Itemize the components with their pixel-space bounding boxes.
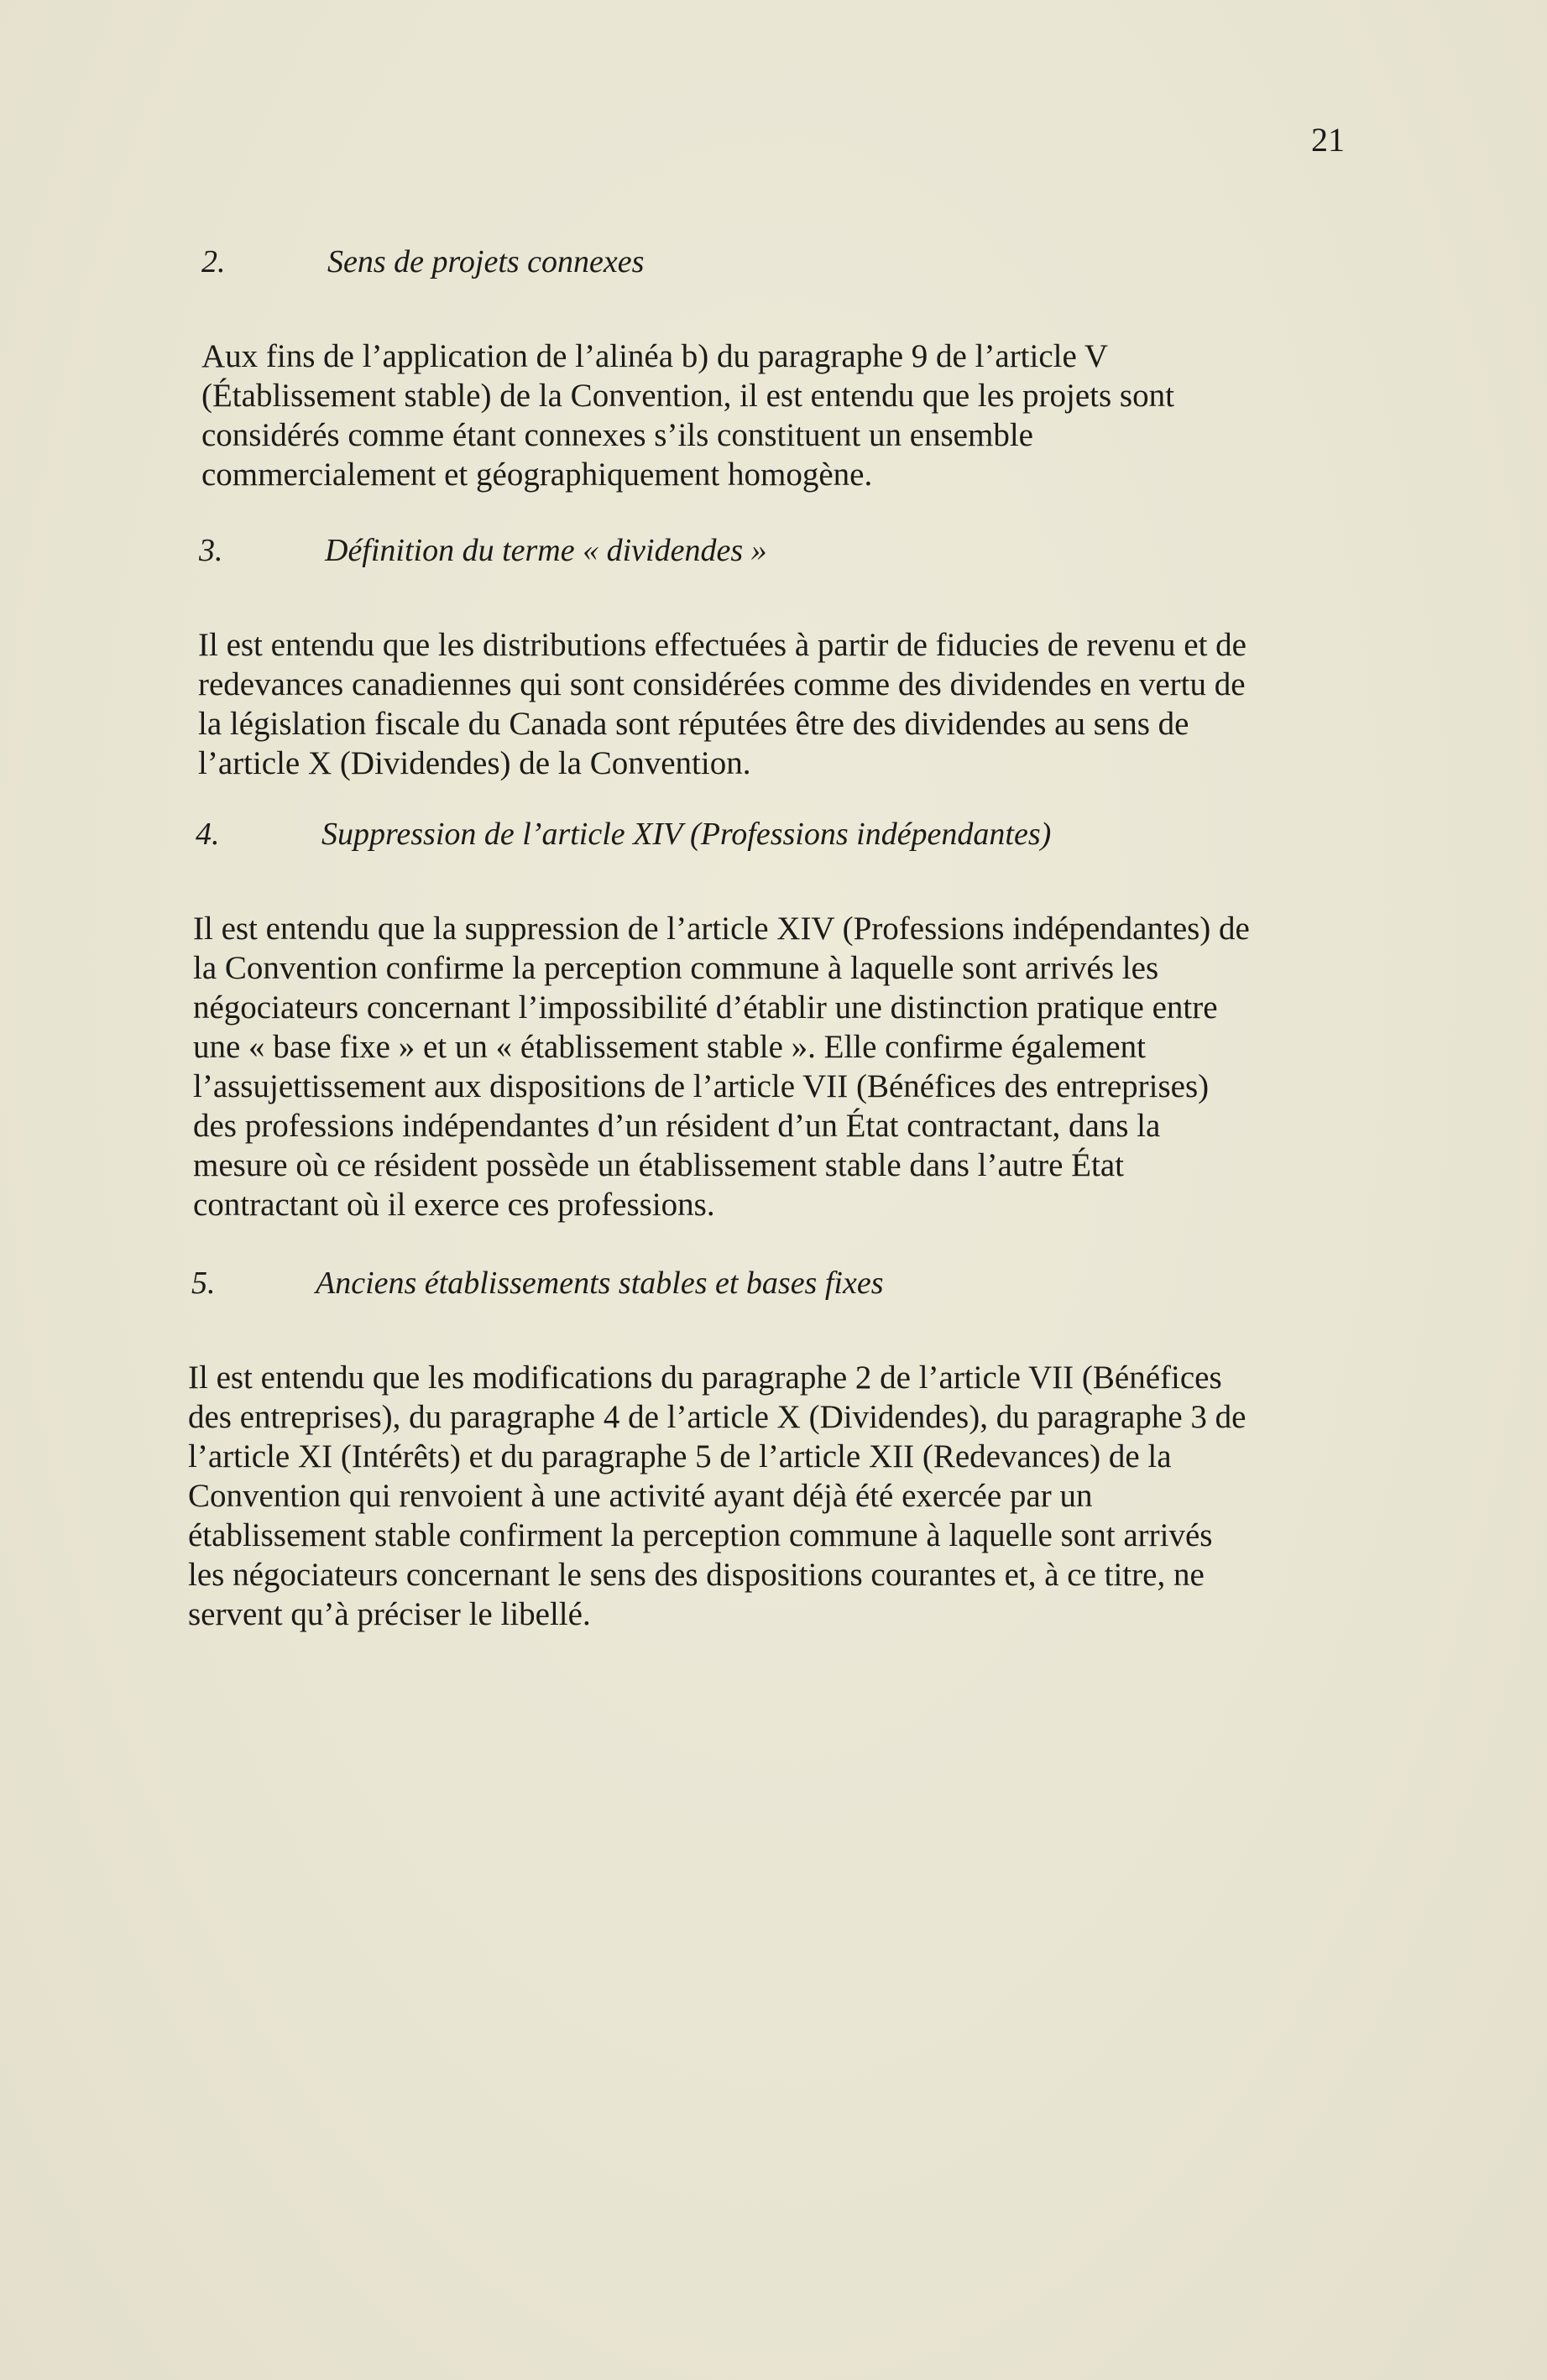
section-paragraph: [201, 337, 1360, 494]
paragraph-line: une « base fixe » et un « établissement stable ». Elle confirme également: [193, 1029, 1146, 1065]
paragraph-line: considérés comme étant connexes s’ils constituent un ensemble: [201, 417, 1033, 453]
paragraph-line: des entreprises), du paragraphe 4 de l’article X (Dividendes), du paragraphe 3 de: [188, 1399, 1246, 1435]
section-heading: [199, 528, 1547, 573]
paragraph-line: l’article X (Dividendes) de la Convention.: [198, 745, 751, 781]
paragraph-line: servent qu’à préciser le libellé.: [188, 1596, 591, 1632]
section-heading: [201, 239, 1547, 284]
paragraph-line: l’assujettissement aux dispositions de l’article VII (Bénéfices des entreprises): [193, 1068, 1210, 1104]
paragraph-line: Il est entendu que la suppression de l’article XIV (Professions indépendantes) de: [193, 911, 1250, 947]
paragraph-line: les négociateurs concernant le sens des dispositions courantes et, à ce titre, ne: [188, 1557, 1205, 1593]
paragraph-line: mesure où ce résident possède un établissement stable dans l’autre État: [193, 1147, 1124, 1183]
paragraph-line: établissement stable confirment la perception commune à laquelle sont arrivés: [188, 1517, 1213, 1553]
paragraph-line: redevances canadiennes qui sont considérées comme des dividendes en vertu de: [198, 666, 1246, 702]
section-paragraph: [193, 909, 1351, 1224]
page-number: 21: [1311, 121, 1345, 159]
section-paragraph: [198, 625, 1356, 783]
paragraph-line: l’article XI (Intérêts) et du paragraphe 5 de l’article XII (Redevances) de la: [188, 1438, 1172, 1474]
section-3: [0, 528, 1547, 783]
paragraph-line: (Établissement stable) de la Convention, il est entendu que les projets sont: [201, 378, 1174, 414]
paragraph-line: des professions indépendantes d’un résident d’un État contractant, dans la: [193, 1108, 1161, 1144]
section-title: Anciens établissements stables et bases fixes: [316, 1266, 884, 1301]
paragraph-line: la législation fiscale du Canada sont réputées être des dividendes au sens de: [198, 706, 1189, 742]
section-heading: [191, 1260, 1547, 1306]
paragraph-line: Il est entendu que les modifications du paragraphe 2 de l’article VII (Bénéfices: [188, 1360, 1222, 1396]
section-title: Sens de projets connexes: [327, 244, 645, 279]
section-number: 5.: [191, 1266, 216, 1301]
paragraph-line: Il est entendu que les distributions effectuées à partir de fiducies de revenu et de: [198, 627, 1246, 663]
paragraph-line: contractant où il exerce ces professions.: [193, 1187, 715, 1223]
paragraph-line: Aux fins de l’application de l’alinéa b) du paragraphe 9 de l’article V: [201, 338, 1109, 374]
section-number: 4.: [196, 817, 220, 852]
section-number: 2.: [201, 244, 226, 279]
paragraph-line: la Convention confirme la perception commune à laquelle sont arrivés les: [193, 950, 1159, 986]
paragraph-line: négociateurs concernant l’impossibilité d’établir une distinction pratique entre: [193, 989, 1218, 1026]
section-heading: [196, 812, 1547, 857]
section-4: [0, 812, 1547, 1224]
section-2: [0, 239, 1547, 494]
section-paragraph: [188, 1358, 1346, 1634]
paragraph-line: Convention qui renvoient à une activité ayant déjà été exercée par un: [188, 1478, 1093, 1514]
section-number: 3.: [199, 533, 223, 568]
section-title: Définition du terme « dividendes »: [325, 533, 767, 568]
section-5: [0, 1260, 1547, 1634]
section-title: Suppression de l’article XIV (Professions indépendantes): [321, 817, 1052, 852]
paragraph-line: commercialement et géographiquement homogène.: [201, 457, 873, 493]
